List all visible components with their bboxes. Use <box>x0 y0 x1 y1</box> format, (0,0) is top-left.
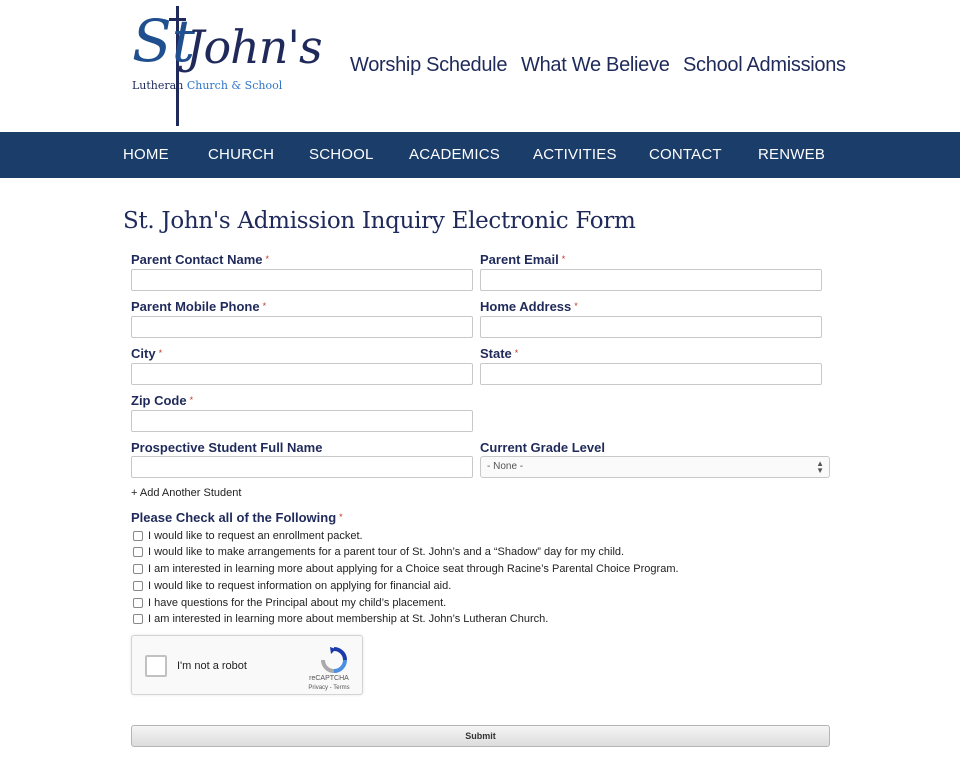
label-mobile-text: Parent Mobile Phone <box>131 299 260 314</box>
checkbox[interactable] <box>133 598 143 608</box>
checkbox-label: I have questions for the Principal about my child’s placement. <box>148 597 447 609</box>
label-parent-name-text: Parent Contact Name <box>131 252 263 267</box>
recaptcha-label: I'm not a robot <box>177 660 247 672</box>
checkbox-row[interactable] <box>133 596 446 610</box>
required-mark: * <box>189 395 194 405</box>
nav-school[interactable]: SCHOOL <box>309 146 374 163</box>
checkbox-label: I would like to request information on applying for financial aid. <box>148 580 452 592</box>
required-mark: * <box>339 512 343 522</box>
checkbox[interactable] <box>133 531 143 541</box>
checkbox-row[interactable] <box>133 545 624 559</box>
top-link-school-admissions[interactable]: School Admissions <box>683 54 846 76</box>
label-parent-email <box>480 252 565 267</box>
checkbox-label: I would like to make arrangements for a parent tour of St. John’s and a “Shadow” day for my child. <box>148 546 625 558</box>
checkbox-row[interactable] <box>133 579 451 593</box>
logo-sub-lutheran: Lutheran <box>132 79 187 92</box>
label-address <box>480 299 578 314</box>
main-nav <box>0 132 960 178</box>
check-heading-text: Please Check all of the Following <box>131 510 337 525</box>
parent-name-input[interactable] <box>131 269 473 291</box>
checkbox-label: I am interested in learning more about applying for a Choice seat through Racine’s Parental Choice Program. <box>148 563 679 575</box>
logo-subtitle <box>132 80 282 91</box>
label-grade-text: Current Grade Level <box>480 440 605 455</box>
required-mark: * <box>265 254 269 264</box>
label-address-text: Home Address <box>480 299 572 314</box>
label-check-heading <box>131 510 343 525</box>
top-link-what-we-believe[interactable]: What We Believe <box>521 54 670 76</box>
select-arrows-icon: ▲ ▼ <box>816 459 824 475</box>
label-parent-email-text: Parent Email <box>480 252 559 267</box>
form-title: St. John's Admission Inquiry Electronic Form <box>123 208 636 234</box>
student-name-input[interactable] <box>131 456 473 478</box>
st-johns-logo[interactable] <box>132 6 322 126</box>
recaptcha-brand: reCAPTCHA <box>309 675 349 682</box>
checkbox[interactable] <box>133 581 143 591</box>
required-mark: * <box>262 301 267 311</box>
required-mark: * <box>561 254 566 264</box>
checkbox[interactable] <box>133 547 143 557</box>
required-mark: * <box>514 348 519 358</box>
top-link-worship-schedule[interactable]: Worship Schedule <box>350 54 508 76</box>
submit-button[interactable]: Submit <box>131 725 830 747</box>
required-mark: * <box>158 348 163 358</box>
label-state <box>480 346 518 361</box>
label-city <box>131 346 162 361</box>
home-address-input[interactable] <box>480 316 822 338</box>
add-student-link[interactable]: + Add Another Student <box>131 487 242 499</box>
parent-email-input[interactable] <box>480 269 822 291</box>
city-input[interactable] <box>131 363 473 385</box>
label-state-text: State <box>480 346 512 361</box>
zip-code-input[interactable] <box>131 410 473 432</box>
label-zip <box>131 393 193 408</box>
site-header <box>0 0 960 132</box>
nav-activities[interactable]: ACTIVITIES <box>533 146 617 163</box>
logo-st: St <box>132 7 196 75</box>
checkbox[interactable] <box>133 614 143 624</box>
checkbox[interactable] <box>133 564 143 574</box>
state-input[interactable] <box>480 363 822 385</box>
label-parent-name <box>131 252 269 267</box>
logo-johns: John's <box>186 20 322 74</box>
logo-sub-church-school: Church & School <box>186 79 283 92</box>
label-city-text: City <box>131 346 156 361</box>
nav-renweb[interactable]: RENWEB <box>758 146 826 163</box>
recaptcha-checkbox[interactable] <box>145 655 167 677</box>
mobile-phone-input[interactable] <box>131 316 473 338</box>
checkbox-row[interactable] <box>133 562 679 576</box>
checkbox-row[interactable] <box>133 612 548 626</box>
recaptcha-widget <box>131 635 363 695</box>
label-grade <box>480 440 605 455</box>
recaptcha-icon <box>320 646 348 674</box>
required-mark: * <box>574 301 578 311</box>
nav-church[interactable]: CHURCH <box>208 146 275 163</box>
grade-level-value: - None - <box>487 461 524 472</box>
recaptcha-terms[interactable]: Privacy - Terms <box>308 685 350 691</box>
label-student-name <box>131 440 322 455</box>
nav-contact[interactable]: CONTACT <box>649 146 722 163</box>
label-student-name-text: Prospective Student Full Name <box>131 440 323 455</box>
nav-academics[interactable]: ACADEMICS <box>409 146 500 163</box>
nav-home[interactable]: HOME <box>123 146 169 163</box>
checkbox-label: I am interested in learning more about membership at St. John’s Lutheran Church. <box>148 613 549 625</box>
checkbox-row[interactable] <box>133 529 363 543</box>
grade-level-select[interactable] <box>480 456 830 478</box>
checkbox-label: I would like to request an enrollment packet. <box>148 530 363 542</box>
label-zip-text: Zip Code <box>131 393 187 408</box>
label-mobile <box>131 299 266 314</box>
